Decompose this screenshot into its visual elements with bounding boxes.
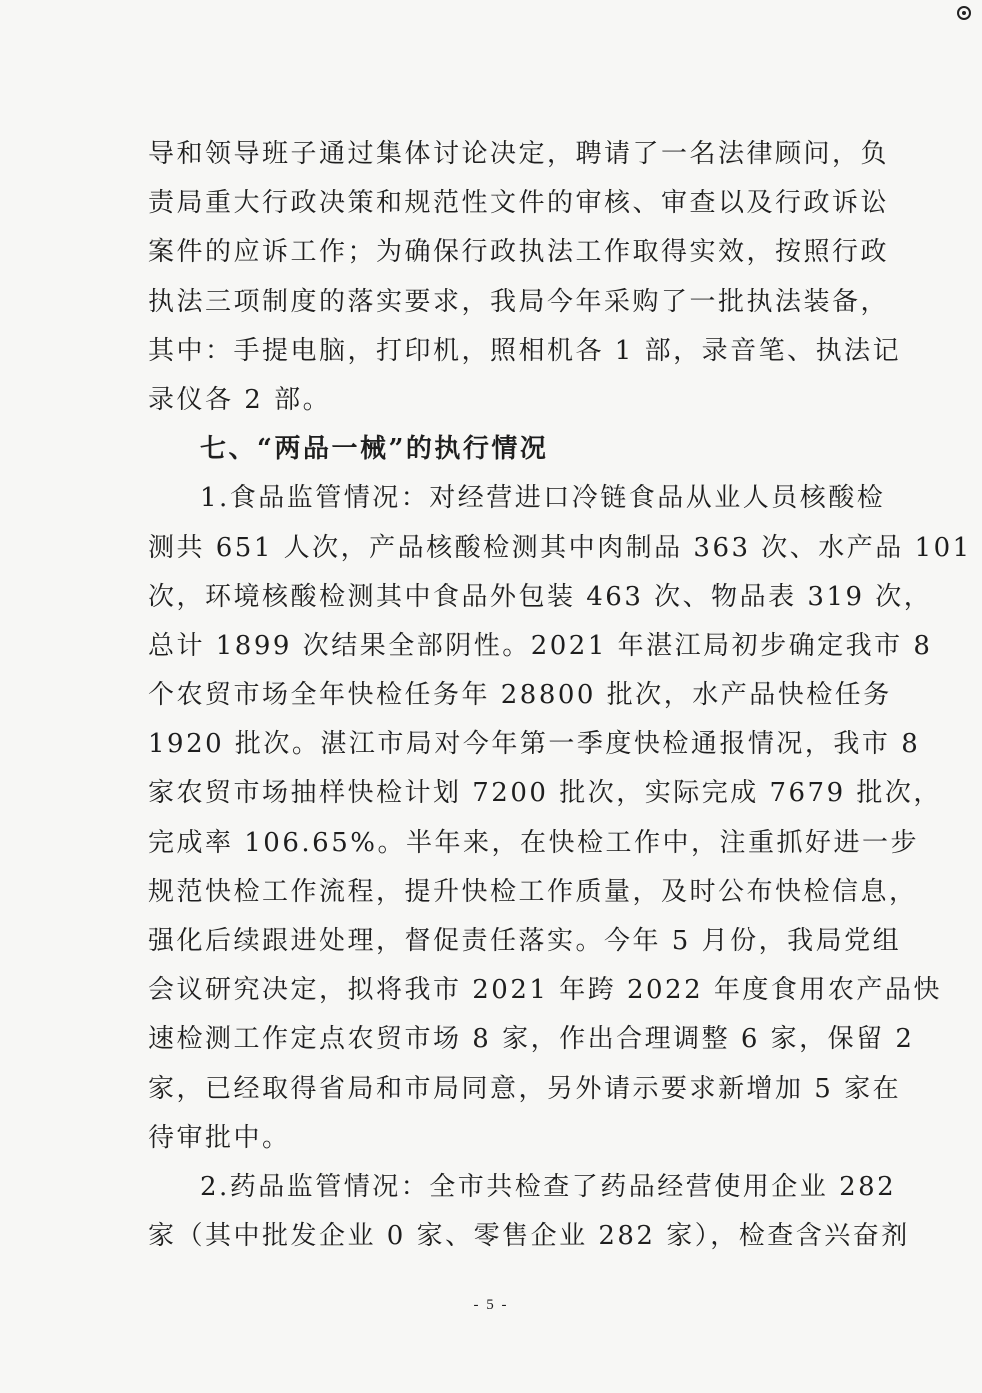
corner-stamp-icon [956,4,972,22]
document-body [148,130,972,1261]
section-heading: 七、“两品一械”的执行情况 [200,434,549,465]
text-line: 测共 651 人次，产品核酸检测其中肉制品 363 次、水产品 101 [148,532,972,563]
page-number: - 5 - [473,1297,509,1313]
text-line: 强化后续跟进处理，督促责任落实。今年 5 月份，我局党组 [148,926,902,956]
text-line: 家，已经取得省局和市局同意，另外请示要求新增加 5 家在 [148,1073,902,1104]
text-line: 个农贸市场全年快检任务年 28800 批次，水产品快检任务 [148,680,892,711]
text-line: 1920 批次。湛江市局对今年第一季度快检通报情况，我市 8 [148,729,921,760]
text-line: 待审批中。 [148,1122,291,1153]
text-line: 其中：手提电脑，打印机，照相机各 1 部，录音笔、执法记 [148,335,902,366]
text-line: 完成率 106.65%。半年来，在快检工作中，注重抓好进一步 [148,827,919,858]
text-line: 录仪各 2 部。 [148,384,332,415]
text-line: 责局重大行政决策和规范性文件的审核、审查以及行政诉讼 [148,188,890,219]
text-line: 总计 1899 次结果全部阴性。2021 年湛江局初步确定我市 8 [148,630,933,661]
paragraph-start-line: 1.食品监管情况：对经营进口冷链食品从业人员核酸检 [200,483,886,514]
text-line: 速检测工作定点农贸市场 8 家，作出合理调整 6 家，保留 2 [148,1024,915,1055]
text-line: 家农贸市场抽样快检计划 7200 批次，实际完成 7679 批次， [148,778,942,809]
text-line: 导和领导班子通过集体讨论决定，聘请了一名法律顾问，负 [148,139,890,169]
text-line: 会议研究决定，拟将我市 2021 年跨 2022 年度食用农产品快 [148,975,942,1006]
text-line: 次，环境核酸检测其中食品外包装 463 次、物品表 319 次， [148,581,933,612]
paragraph-start-line: 2.药品监管情况：全市共检查了药品经营使用企业 282 [200,1171,897,1202]
text-line: 规范快检工作流程，提升快检工作质量，及时公布快检信息， [148,876,918,907]
text-line: 执法三项制度的落实要求，我局今年采购了一批执法装备， [148,286,890,317]
text-line: 案件的应诉工作；为确保行政执法工作取得实效，按照行政 [148,237,890,268]
text-line: 家（其中批发企业 0 家、零售企业 282 家），检查含兴奋剂 [148,1221,910,1252]
